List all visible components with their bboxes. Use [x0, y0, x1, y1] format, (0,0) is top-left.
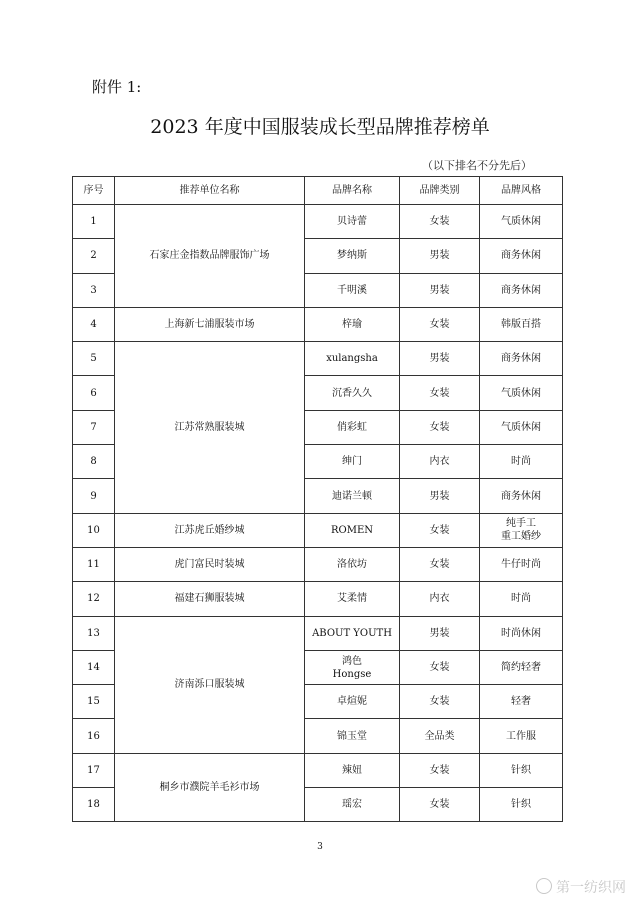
row-no: 1	[73, 205, 115, 239]
category-cell: 女装	[400, 410, 480, 444]
style-cell: 简约轻奢	[480, 650, 563, 684]
brand-cell: xulangsha	[305, 342, 400, 376]
style-cell: 牛仔时尚	[480, 547, 563, 581]
unit-cell: 虎门富民时装城	[115, 547, 305, 581]
style-cell: 韩版百搭	[480, 307, 563, 341]
style-cell: 商务休闲	[480, 239, 563, 273]
order-note: （以下排名不分先后）	[422, 159, 532, 172]
category-cell: 女装	[400, 650, 480, 684]
unit-cell: 石家庄金指数品牌服饰广场	[115, 205, 305, 308]
category-cell: 女装	[400, 513, 480, 547]
row-no: 15	[73, 685, 115, 719]
style-cell: 气质休闲	[480, 205, 563, 239]
category-cell: 男装	[400, 273, 480, 307]
brand-cell: 千明溪	[305, 273, 400, 307]
brand-cell: 梓瑜	[305, 307, 400, 341]
brand-table	[72, 176, 563, 822]
unit-cell: 江苏虎丘婚纱城	[115, 513, 305, 547]
table-row	[73, 342, 563, 376]
style-cell: 时尚休闲	[480, 616, 563, 650]
row-no: 8	[73, 445, 115, 479]
header-no: 序号	[73, 177, 115, 205]
row-no: 5	[73, 342, 115, 376]
category-cell: 内衣	[400, 582, 480, 616]
row-no: 7	[73, 410, 115, 444]
row-no: 14	[73, 650, 115, 684]
brand-cell: 俏彩虹	[305, 410, 400, 444]
style-cell: 商务休闲	[480, 479, 563, 513]
brand-cell: 艾柔情	[305, 582, 400, 616]
row-no: 3	[73, 273, 115, 307]
unit-cell: 上海新七浦服装市场	[115, 307, 305, 341]
brand-cell: ROMEN	[305, 513, 400, 547]
row-no: 9	[73, 479, 115, 513]
unit-cell: 福建石狮服装城	[115, 582, 305, 616]
style-cell: 针织	[480, 788, 563, 822]
table-row	[73, 616, 563, 650]
unit-cell: 济南泺口服装城	[115, 616, 305, 753]
row-no: 16	[73, 719, 115, 753]
unit-cell: 江苏常熟服装城	[115, 342, 305, 513]
category-cell: 女装	[400, 205, 480, 239]
brand-cell: 贝诗蕾	[305, 205, 400, 239]
table-row	[73, 513, 563, 547]
category-cell: 女装	[400, 788, 480, 822]
style-cell: 时尚	[480, 582, 563, 616]
brand-cell: 辣妞	[305, 753, 400, 787]
category-cell: 内衣	[400, 445, 480, 479]
style-cell: 商务休闲	[480, 342, 563, 376]
header-category: 品牌类别	[400, 177, 480, 205]
header-style: 品牌风格	[480, 177, 563, 205]
style-cell: 纯手工 重工婚纱	[480, 513, 563, 547]
table-row	[73, 753, 563, 787]
style-cell: 轻奢	[480, 685, 563, 719]
table-row	[73, 205, 563, 239]
category-cell: 男装	[400, 239, 480, 273]
style-cell: 气质休闲	[480, 376, 563, 410]
category-cell: 女装	[400, 753, 480, 787]
page-number: 3	[317, 842, 323, 852]
header-unit: 推荐单位名称	[115, 177, 305, 205]
attachment-label: 附件 1:	[92, 78, 142, 96]
weibo-icon	[536, 878, 552, 894]
category-cell: 女装	[400, 307, 480, 341]
style-cell: 时尚	[480, 445, 563, 479]
category-cell: 女装	[400, 376, 480, 410]
row-no: 2	[73, 239, 115, 273]
category-cell: 全品类	[400, 719, 480, 753]
row-no: 11	[73, 547, 115, 581]
style-cell: 商务休闲	[480, 273, 563, 307]
row-no: 10	[73, 513, 115, 547]
style-cell: 气质休闲	[480, 410, 563, 444]
table-row	[73, 547, 563, 581]
watermark	[536, 877, 626, 897]
brand-cell: 锦玉堂	[305, 719, 400, 753]
table-row	[73, 582, 563, 616]
brand-cell: 绅门	[305, 445, 400, 479]
table-row	[73, 307, 563, 341]
row-no: 18	[73, 788, 115, 822]
category-cell: 男装	[400, 342, 480, 376]
brand-cell: 梦纳斯	[305, 239, 400, 273]
brand-cell: 鸿色 Hongse	[305, 650, 400, 684]
unit-cell: 桐乡市濮院羊毛衫市场	[115, 753, 305, 822]
brand-cell: 迪诺兰顿	[305, 479, 400, 513]
brand-cell: 瑶宏	[305, 788, 400, 822]
style-cell: 工作服	[480, 719, 563, 753]
style-cell: 针织	[480, 753, 563, 787]
brand-cell: 沉香久久	[305, 376, 400, 410]
brand-cell: 洛依坊	[305, 547, 400, 581]
row-no: 17	[73, 753, 115, 787]
brand-cell: 卓煊妮	[305, 685, 400, 719]
row-no: 12	[73, 582, 115, 616]
brand-cell: ABOUT YOUTH	[305, 616, 400, 650]
page-title: 2023 年度中国服装成长型品牌推荐榜单	[150, 116, 490, 138]
category-cell: 男装	[400, 616, 480, 650]
category-cell: 男装	[400, 479, 480, 513]
category-cell: 女装	[400, 547, 480, 581]
row-no: 6	[73, 376, 115, 410]
header-brand: 品牌名称	[305, 177, 400, 205]
row-no: 13	[73, 616, 115, 650]
watermark-text: 第一纺织网	[556, 880, 626, 896]
row-no: 4	[73, 307, 115, 341]
category-cell: 女装	[400, 685, 480, 719]
